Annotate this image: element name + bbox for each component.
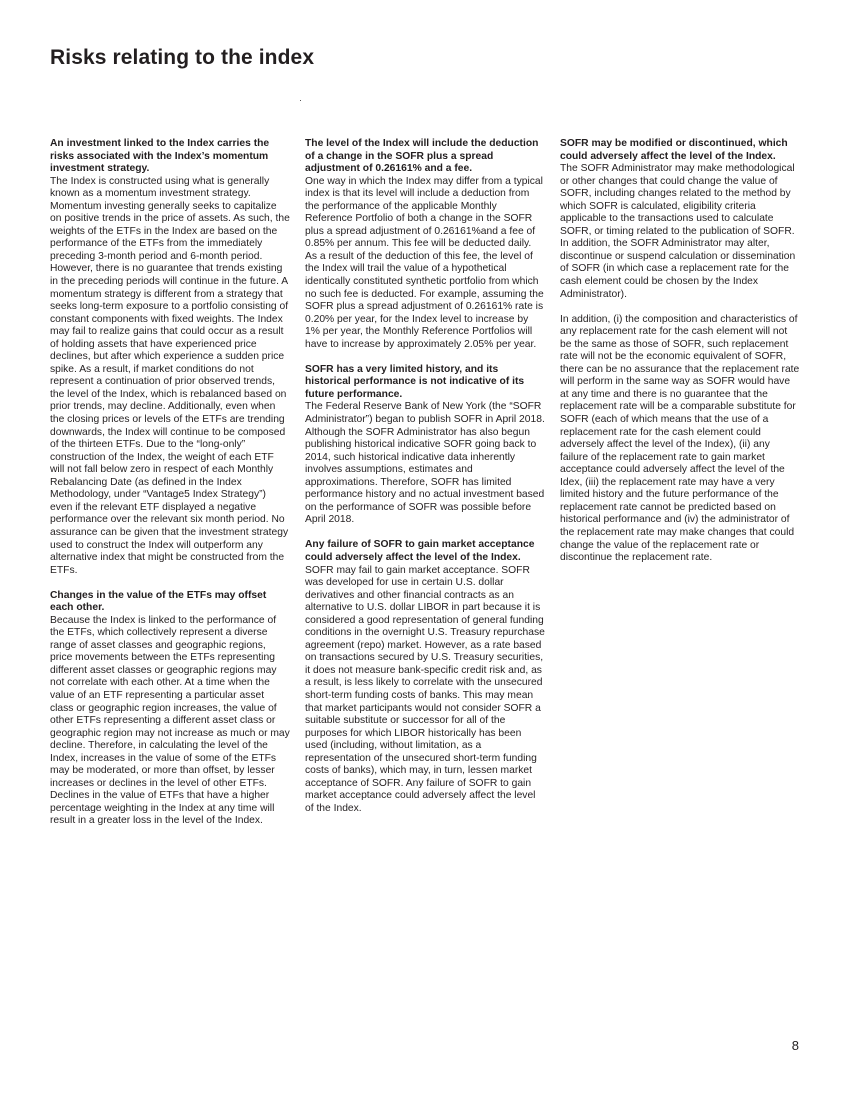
text-column-3 xyxy=(560,138,800,577)
risk-section-sofr-fee-deduction xyxy=(305,138,545,351)
stray-dot xyxy=(300,100,301,101)
section-paragraph: The SOFR Administrator may make methodological or other changes that could change the value of SOFR, including changes related to the method by which SOFR is calculated, eligibility criteria applicable to the transactions used to calculate SOFR, or timing related to the publication of SOFR. In addition, the SOFR Administrator may alter, discontinue or suspend calculation or dissemination of SOFR (in which case a replacement rate for the cash element could be chosen by the Index Administrator). xyxy=(560,163,796,300)
section-heading: Changes in the value of the ETFs may offset each other. xyxy=(50,589,267,614)
section-paragraph: In addition, (i) the composition and characteristics of any replacement rate for the cash element will not be the same as those of SOFR, such replacement rate will not be the economic equivalent of SOFR, there can be no assurance that the replacement rate will perform in the same way as SOFR would have at any time and there is no guarantee that the replacement rate will be a comparable substitute for SOFR (each of which means that the use of a replacement rate for the cash element could adversely affect the level of the Index), (ii) any failure of the replacement rate to gain market acceptance could adversely affect the level of the Idex, (iii) the replacement rate may have a very limited history and the future performance of the replacement rate cannot be predicted based on historical performance and (iv) the administrator of the replacement rate may make changes that could change the value of the replacement rate or discontinue the replacement rate. xyxy=(560,313,800,564)
page-title: Risks relating to the index xyxy=(50,46,315,69)
section-heading: SOFR has a very limited history, and its historical performance is not indicative of its future performance. xyxy=(305,363,525,400)
section-paragraph: The Index is constructed using what is generally known as a momentum investment strategy. Momentum investing generally seeks to capitalize on positive trends in the price of assets. As such, the weights of the ETFs in the Index are based on the performance of the ETFs from the immediately preceding 3-month period and 6-month period. However, there is no guarantee that trends existing in the preceding periods will continue in the future. A momentum strategy is different from a strategy that seeks long-term exposure to a portfolio consisting of constant components with fixed weights. The Index may fail to realize gains that could occur as a result of holding assets that have experienced price declines, but after which experience a sudden price spike. As a result, if market conditions do not represent a continuation of prior observed trends, the level of the Index, which is rebalanced based on prior trends, may decline. Additionally, even when the closing prices or levels of the ETFs are trending downwards, the Index will continue to be composed of the thirteen ETFs. Due to the “long-only” construction of the Index, the weight of each ETF will not fall below zero in respect of each Monthly Rebalancing Date (as defined in the Index Methodology, under “Vantage5 Index Strategy”) even if the relevant ETF displayed a negative performance over the relevant six month period. No assurance can be given that the investment strategy used to construct the Index will outperform any alternative index that might be constructed from the ETFs. xyxy=(50,175,290,576)
section-paragraph: The Federal Reserve Bank of New York (the “SOFR Administrator”) began to publish SOFR in April 2018. Although the SOFR Administrator has also begun publishing historical indicative SOFR going back to 2014, such historical indicative data inherently involves assumptions, estimates and approximations. Therefore, SOFR has limited performance history and no actual investment based on the performance of SOFR was possible before April 2018. xyxy=(305,401,545,526)
section-paragraph: One way in which the Index may differ from a typical index is that its level will include a deduction from the performance of the applicable Monthly Reference Portfolio of both a change in the SOFR plus a spread adjustment of 0.26161%and a fee of 0.85% per annum. This fee will be deducted daily. As a result of the deduction of this fee, the level of the Index will trail the value of a hypothetical identically constituted synthetic portfolio from which no such fee is deducted. For example, assuming the SOFR plus a spread adjustment of 0.26161% rate is 0.20% per year, for the Index level to increase by 1% per year, the Monthly Reference Portfolios will have to increase by approximately 2.05% per year. xyxy=(305,175,544,350)
risk-section-sofr-modified xyxy=(560,138,800,565)
risk-section-sofr-market-acceptance xyxy=(305,539,545,815)
section-heading: An investment linked to the Index carries the risks associated with the Index’s momentum investment strategy. xyxy=(50,138,270,175)
text-column-1 xyxy=(50,138,290,841)
risk-section-momentum-strategy xyxy=(50,138,290,577)
risk-section-etf-offset xyxy=(50,590,290,828)
section-heading: SOFR may be modified or discontinued, which could adversely affect the level of the Index. xyxy=(560,138,788,162)
section-heading: Any failure of SOFR to gain market acceptance could adversely affect the level of the Index. xyxy=(305,539,535,563)
page-number: 8 xyxy=(791,1038,799,1053)
risk-section-sofr-limited-history xyxy=(305,364,545,527)
section-heading: The level of the Index will include the deduction of a change in the SOFR plus a spread adjustment of 0.26161% and a fee. xyxy=(305,138,539,175)
text-column-2 xyxy=(305,138,545,828)
section-paragraph: Because the Index is linked to the performance of the ETFs, which collectively represent a diverse range of asset classes and geographic regions, price movements between the ETFs representing different asset classes or geographic regions may not correlate with each other. At a time when the value of an ETF representing a particular asset class or geographic region increases, the value of other ETFs representing a different asset class or geographic region may not increase as much or may decline. Therefore, in calculating the level of the Index, increases in the value of some of the ETFs may be moderated, or more than offset, by lesser increases or declines in the level of other ETFs. Declines in the value of ETFs that have a higher percentage weighting in the Index at any time will result in a greater loss in the level of the Index. xyxy=(50,614,290,827)
section-paragraph: SOFR may fail to gain market acceptance. SOFR was developed for use in certain U.S. dollar derivatives and other financial contracts as an alternative to U.S. dollar LIBOR in part because it is considered a good representation of general funding conditions in the overnight U.S. Treasury repurchase agreement (repo) market. However, as a rate based on transactions secured by U.S. Treasury securities, it does not measure bank-specific credit risk and, as a result, is less likely to correlate with the unsecured short-term funding costs of banks. This may mean that market participants would not consider SOFR a suitable substitute or successor for all of the purposes for which LIBOR historically has been used (including, without limitation, as a representation of the unsecured short-term funding costs of banks), which may, in turn, lessen market acceptance of SOFR. Any failure of SOFR to gain market acceptance could adversely affect the level of the Index. xyxy=(305,564,545,814)
